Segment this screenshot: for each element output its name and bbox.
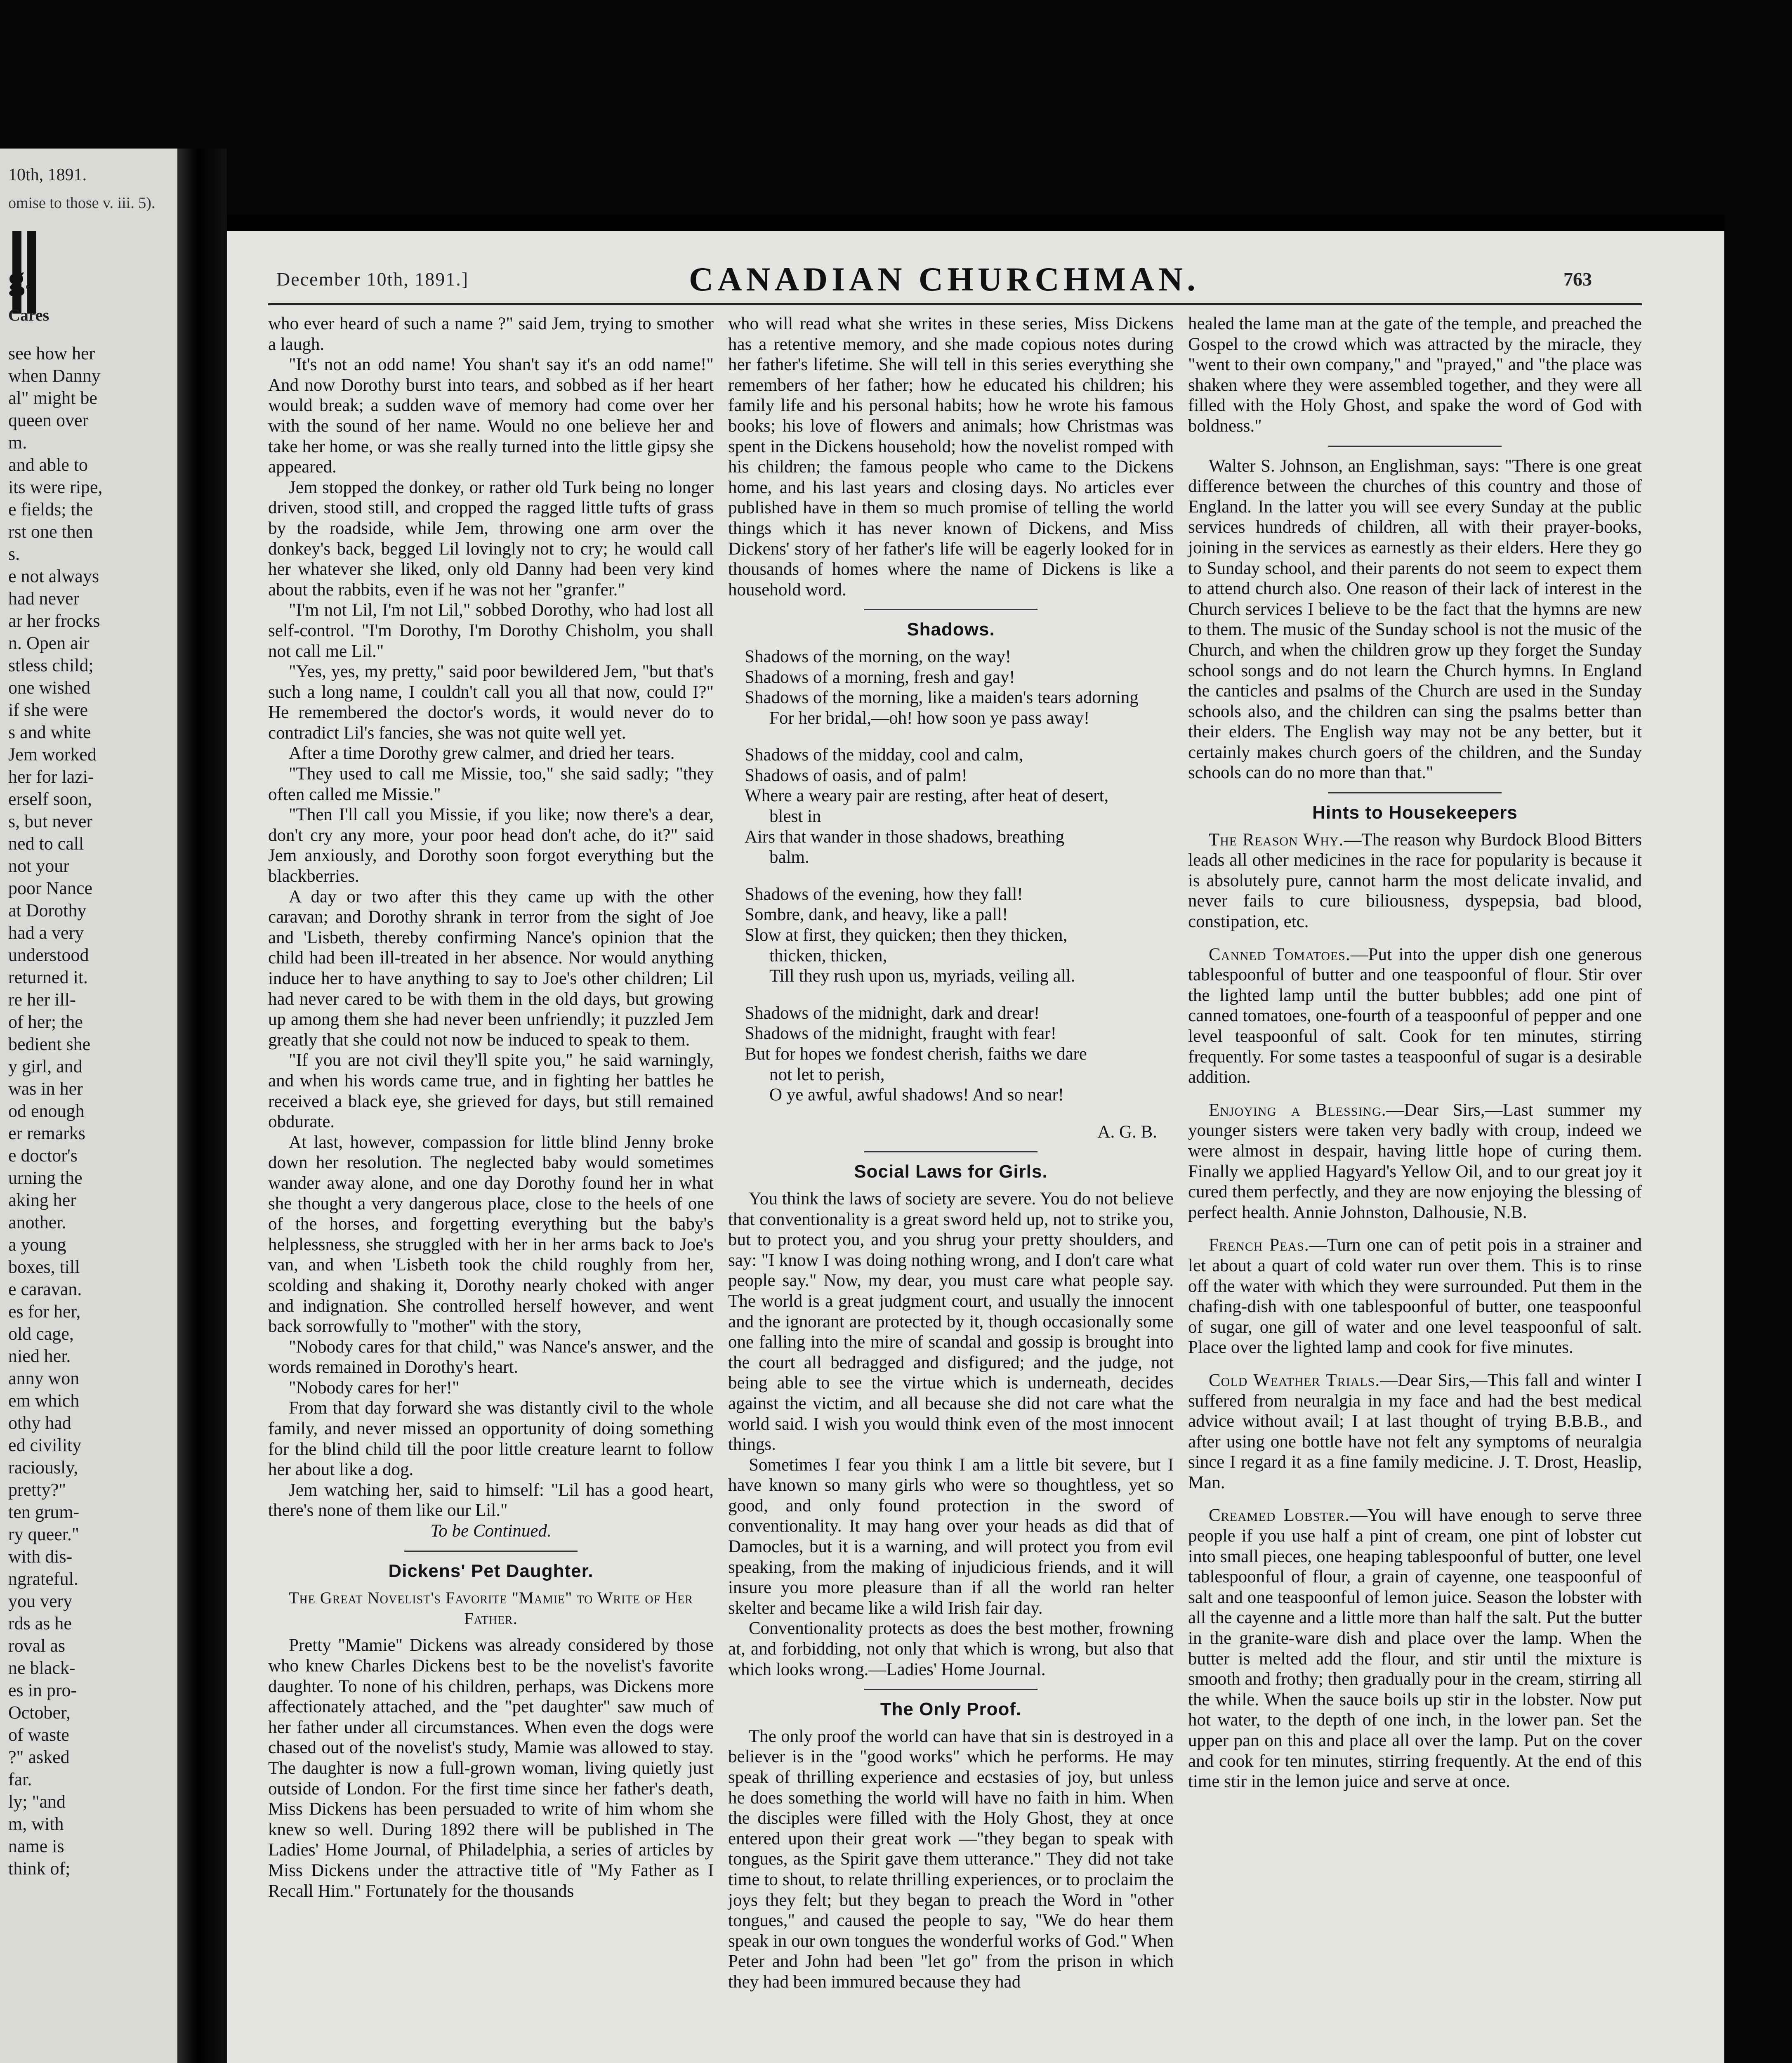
facing-page-line: if she were bbox=[8, 700, 88, 720]
poem-stanza bbox=[745, 884, 1174, 987]
facing-page-line: e fields; the bbox=[8, 499, 93, 519]
facing-page-line: m, with bbox=[8, 1814, 64, 1834]
facing-page-subline: omise to those v. iii. 5). bbox=[8, 194, 156, 212]
facing-page-line: bedient she bbox=[8, 1034, 91, 1054]
shadows-heading: Shadows. bbox=[907, 619, 995, 640]
facing-page-line: her for lazi- bbox=[8, 767, 94, 787]
serial-story bbox=[268, 314, 714, 1521]
newspaper-page bbox=[227, 231, 1724, 2063]
poem-line: Airs that wander in those shadows, breathing bbox=[745, 827, 1065, 847]
facing-page-line: pretty?" bbox=[8, 1480, 66, 1500]
page-gutter bbox=[177, 149, 227, 2063]
facing-page-line: was in her bbox=[8, 1079, 83, 1099]
poem-stanza bbox=[745, 745, 1174, 868]
facing-page-line: od enough bbox=[8, 1101, 85, 1121]
hint-item bbox=[1188, 1100, 1642, 1223]
facing-page-line: s. bbox=[8, 544, 20, 564]
social-laws-paragraph: Conventionality protects as does the best mother, frowning at, and forbidding, not only that which is wrong, but also that which looks wrong.—Ladies' Home Journal. bbox=[728, 1619, 1174, 1679]
facing-page-line: returned it. bbox=[8, 967, 88, 987]
facing-page-line: e caravan. bbox=[8, 1279, 82, 1299]
facing-page-line: ar her frocks bbox=[8, 611, 100, 631]
hints-list bbox=[1188, 830, 1642, 1792]
facing-page-line: er remarks bbox=[8, 1123, 85, 1143]
poem-line: Where a weary pair are resting, after heat of desert, bbox=[745, 786, 1109, 806]
story-paragraph: After a time Dorothy grew calmer, and dried her tears. bbox=[289, 744, 675, 763]
facing-page-line: a young bbox=[8, 1234, 66, 1255]
social-laws-text bbox=[728, 1189, 1174, 1680]
facing-page-line: and able to bbox=[8, 455, 88, 475]
dickens-subheading: The Great Novelist's Favorite "Mamie" to Write of Her Father. bbox=[289, 1589, 693, 1628]
facing-page-line: queen over bbox=[8, 410, 89, 430]
facing-page-line: think of; bbox=[8, 1858, 71, 1879]
facing-page-line: its were ripe, bbox=[8, 477, 103, 497]
poem-line: For her bridal,—oh! how soon ye pass away! bbox=[769, 708, 1090, 728]
facing-page-line: another. bbox=[8, 1212, 66, 1232]
facing-page-line: one wished bbox=[8, 677, 91, 698]
facing-page-line: of waste bbox=[8, 1725, 69, 1745]
hint-text: —Dear Sirs,—This fall and winter I suffered from neuralgia in my face and had the best medical advice without avail; I at last thought of trying B.B.B., and after using one bottle have not felt any symptoms of neuralgia since I regard it as a fine family medicine. J. T. Drost, Heaslip, Man. bbox=[1188, 1370, 1642, 1492]
shadows-poem bbox=[745, 647, 1174, 1105]
story-paragraph: "If you are not civil they'll spite you," he said warningly, and when his words came true, and in fighting her battles he received a black eye, she grieved for days, but still remained obdurate. bbox=[268, 1050, 714, 1132]
hint-title: French Peas. bbox=[1209, 1235, 1309, 1255]
poem-line: thicken, thicken, bbox=[769, 946, 887, 965]
johnson-paragraph: Walter S. Johnson, an Englishman, says: "There is one great difference between the churches of this country and those of England. In the latter you will see every Sunday at the public services hundreds of children, all with their prayer-books, joining in the services as earnestly as their elders. Here they go to Sunday school, and their parents do not seem to expect them to attend church also. One reason of their lack of interest in the Church services I believe to be the fact that the hymns are new to them. The music of the Sunday school is not the music of the Church, and when the children grow up they forget the Sunday school songs and do not learn the Church hymns. In England the canticles and psalms of the Church are used in the Sunday schools also, and the children can sing the psalms better than their elders. The English way may not be any better, but it certainly makes church goers of the children, and the Sunday schools can do no more than that." bbox=[1188, 456, 1642, 783]
story-paragraph: Jem watching her, said to himself: "Lil has a good heart, there's none of them like our Lil." bbox=[268, 1480, 714, 1520]
story-paragraph: who ever heard of such a name ?" said Jem, trying to smother a laugh. bbox=[268, 314, 714, 354]
facing-page-line: re her ill- bbox=[8, 989, 76, 1010]
section-rule bbox=[864, 609, 1037, 610]
facing-page-text bbox=[8, 342, 173, 1880]
facing-page-line: of her; the bbox=[8, 1012, 83, 1032]
section-rule bbox=[1328, 792, 1502, 793]
facing-page-line: anny won bbox=[8, 1368, 80, 1388]
facing-page-line: nied her. bbox=[8, 1346, 71, 1366]
facing-page-line: with dis- bbox=[8, 1546, 73, 1567]
dickens-heading: Dickens' Pet Daughter. bbox=[388, 1560, 594, 1581]
facing-page-line: you very bbox=[8, 1591, 73, 1611]
facing-page-line: understood bbox=[8, 945, 89, 965]
facing-page-line: had never bbox=[8, 588, 80, 609]
scan-border-right bbox=[1724, 0, 1792, 2063]
dickens-paragraph: Pretty "Mamie" Dickens was already considered by those who knew Charles Dickens best to be the novelist's favorite daughter. To none of his children, perhaps, was Dickens more affectionately attached, and the "pet daughter" saw much of her father under all circumstances. When even the dogs were chased out of the novelist's study, Mamie was allowed to stay. The daughter is now a full-grown woman, living quietly just outside of London. For the first time since her father's death, Miss Dickens has been persuaded to write of him whom she knew so well. During 1892 there will be published in The Ladies' Home Journal, of Philadelphia, a series of articles by Miss Dickens under the attractive title of "My Father as I Recall Him." Fortunately for the thousands bbox=[268, 1636, 714, 1901]
story-paragraph: "They used to call me Missie, too," she said sadly; "they often called me Missie." bbox=[268, 764, 714, 804]
facing-page-line: roval as bbox=[8, 1636, 66, 1656]
facing-page-line: not your bbox=[8, 856, 69, 876]
facing-page-line: far. bbox=[8, 1769, 32, 1789]
header-date: December 10th, 1891.] bbox=[276, 269, 469, 290]
hints-heading: Hints to Housekeepers bbox=[1312, 803, 1518, 823]
facing-page-line: ?" asked bbox=[8, 1747, 70, 1767]
story-paragraph: "Yes, yes, my pretty," said poor bewildered Jem, "but that's such a long name, I couldn't call you all that now, could I?" He remembered the doctor's words, it would never do to contradict Lil's fancies, she was not quite well yet. bbox=[268, 662, 714, 743]
facing-page-line: othy had bbox=[8, 1413, 71, 1433]
story-paragraph: "Nobody cares for her!" bbox=[289, 1378, 460, 1397]
poem-signature: A. G. B. bbox=[1097, 1122, 1157, 1142]
facing-page-line: urning the bbox=[8, 1168, 83, 1188]
story-paragraph: "Nobody cares for that child," was Nance's answer, and the words remained in Dorothy's heart. bbox=[268, 1337, 714, 1377]
dickens-paragraph-continued: who will read what she writes in these series, Miss Dickens has a retentive memory, and she made copious notes during her father's lifetime. She will tell in this series everything she remembers of her father; how he educated his children; his family life and his personal habits; how he wrote his famous books; his love of flowers and animals; how Christmas was spent in the Dickens household; how the novelist romped with his children; the famous people who came to the Dickens home, and his last years and closing days. No articles ever published have in them so much promise of telling the world things which it has never known of Dickens, and Miss Dickens' story of her father's life will be eagerly looked for in thousands of homes where the name of Dickens is like a household word. bbox=[728, 314, 1174, 600]
facing-page-line: s and white bbox=[8, 722, 91, 742]
hint-item bbox=[1188, 1505, 1642, 1792]
column-2 bbox=[728, 314, 1174, 1992]
hint-text: —Turn one can of petit pois in a strainer and let about a quart of cold water run over them. This is to rinse off the water with which they were surrounded. Put them in the chafing-dish with one tablespoonful of butter, one teaspoonful of sugar, one gill of water and one level teaspoonful of salt. Place over the lighted lamp and cook for five minutes. bbox=[1188, 1235, 1642, 1357]
only-proof-heading: The Only Proof. bbox=[880, 1699, 1022, 1720]
social-laws-heading: Social Laws for Girls. bbox=[854, 1161, 1048, 1182]
facing-page-line: e doctor's bbox=[8, 1145, 78, 1166]
to-be-continued: To be Continued. bbox=[430, 1521, 552, 1541]
facing-page-heading: g. bbox=[8, 260, 33, 297]
poem-line: Slow at first, they quicken; then they thicken, bbox=[745, 925, 1068, 945]
facing-page-line: n. Open air bbox=[8, 633, 90, 653]
facing-page-line: ned to call bbox=[8, 833, 84, 854]
poem-line: Shadows of the evening, how they fall! bbox=[745, 884, 1023, 904]
only-proof-paragraph: The only proof the world can have that sin is destroyed in a believer is in the "good works" which he performs. He may speak of thrilling experience and ecstasies of joy, but unless he does something the world will have no faith in him. When the disciples were filled with the Holy Ghost, they at once entered upon their great work —"they began to speak with tongues, as the Spirit gave them utterance." They did not take time to shout, to relate thrilling experiences, or to proclaim the joys they felt; but they began to preach the Word in "other tongues," and caused the people to say, "We do hear them speak in our own tongues the wonderful works of God." When Peter and John had been "let go" from the prison in which they had been immured because they had bbox=[728, 1726, 1174, 1992]
hint-item bbox=[1188, 1235, 1642, 1358]
hint-item bbox=[1188, 830, 1642, 932]
social-laws-paragraph: You think the laws of society are severe. You do not believe that conventionality is a great sword held up, not to strike you, but to protect you, and you shrug your pretty shoulders, and say: "I know I was doing nothing wrong, and I don't care what people say." Now, my dear, you must care what people say. The world is a great judgment court, and usually the innocent and the ignorant are protected by it, though occasionally some one falling into the mire of scandal and gossip is brought into the court all bedragged and disfigured; and the judge, not being able to see the virtue which is underneath, decides against the victim, and all because she did not care what the world said. I wish you would think even of the most innocent things. bbox=[728, 1189, 1174, 1454]
column-1 bbox=[268, 314, 714, 1901]
facing-page-line: rds as he bbox=[8, 1613, 72, 1633]
hint-text: —Dear Sirs,—Last summer my younger sisters were taken very badly with croup, indeed we were almost in despair, having little hope of curing them. Finally we applied Hagyard's Yellow Oil, and to our great joy it cured them perfectly, and they are now enjoying the blessing of perfect health. Annie Johnston, Dalhousie, N.B. bbox=[1188, 1100, 1642, 1222]
hint-text: —Put into the upper dish one generous tablespoonful of butter and one teaspoonful of flour. Stir over the lighted lamp until the butter bubbles; add one pint of canned tomatoes, one-fourth of a teaspoonful of pepper and one level teaspoonful of salt. Cook for ten minutes, stirring frequently. For some tastes a teaspoonful of sugar is a desirable addition. bbox=[1188, 944, 1642, 1087]
facing-page-line: y girl, and bbox=[8, 1056, 83, 1076]
facing-page-line: name is bbox=[8, 1836, 64, 1856]
poem-line: Shadows of the midnight, dark and drear! bbox=[745, 1003, 1040, 1023]
facing-page-line: es for her, bbox=[8, 1301, 81, 1322]
column-3 bbox=[1188, 314, 1642, 1792]
facing-page-line: Jem worked bbox=[8, 744, 97, 765]
hint-title: Creamed Lobster. bbox=[1209, 1506, 1350, 1525]
facing-page-date: 10th, 1891. bbox=[8, 165, 87, 184]
poem-line: Shadows of the morning, like a maiden's tears adorning bbox=[745, 688, 1139, 708]
hint-text: —The reason why Burdock Blood Bitters leads all other medicines in the race for popularity is because it is absolutely pure, cannot harm the most delicate invalid, and never fails to cure biliousness, dyspepsia, bad blood, constipation, etc. bbox=[1188, 830, 1642, 932]
facing-page-line: e not always bbox=[8, 566, 99, 586]
poem-line: blest in bbox=[769, 807, 821, 826]
facing-page-line: al" might be bbox=[8, 388, 97, 408]
poem-line: Shadows of the midnight, fraught with fear! bbox=[745, 1024, 1056, 1043]
hint-item bbox=[1188, 944, 1642, 1088]
facing-page-line: aking her bbox=[8, 1190, 76, 1210]
facing-page-line: ed civility bbox=[8, 1435, 82, 1455]
facing-page-line: em which bbox=[8, 1390, 80, 1411]
scan-border-top bbox=[0, 0, 1792, 215]
story-paragraph: "Then I'll call you Missie, if you like; now there's a dear, don't cry any more, your poor head don't ache, do it?" said Jem anxiously, and Dorothy soon forgot everything but the blackberries. bbox=[268, 805, 714, 886]
header-rule bbox=[268, 303, 1642, 305]
story-paragraph: Jem stopped the donkey, or rather old Turk being no longer driven, stood still, and cropped the ragged little tufts of grass by the roadside, while Jem, throwing one arm over the donkey's back, begged Lil lovingly not to cry; he would call her whatever she liked, only old Danny had been very kind about the rabbits, even if he was not her "granfer." bbox=[268, 477, 714, 600]
hint-title: The Reason Why. bbox=[1209, 830, 1344, 850]
hint-text: —You will have enough to serve three people if you use half a pint of cream, one pint of lobster cut into small pieces, one heaping tablespoonful of butter, one level tablespoonful of flour, a grain of cayenne, one teaspoonful of salt and one teaspoonful of lemon juice. Season the lobster with all the cayenne and a little more than half the salt. Put the butter in the granite-ware dish and place over the lamp. When the butter is melted add the flour, and stir until the mixture is smooth and frothy; then gradually pour in the cream, stirring all the while. When the sauce boils up stir in the lobster. Now put hot water, to the depth of one inch, in the lower pan. Set the upper pan on this and place all over the lamp. Put on the cover and cook for ten minutes, stirring frequently. At the end of this time stir in the lemon juice and serve at once. bbox=[1188, 1506, 1642, 1792]
story-paragraph: "I'm not Lil, I'm not Lil," sobbed Dorothy, who had lost all self-control. "I'm Dorothy, I'm Dorothy Chisholm, you shall not call me Lil." bbox=[268, 600, 714, 661]
facing-page-line: m. bbox=[8, 432, 27, 453]
section-rule bbox=[864, 1689, 1037, 1690]
facing-page-line: when Danny bbox=[8, 366, 101, 386]
facing-page-line: at Dorothy bbox=[8, 900, 87, 921]
poem-line: Sombre, dank, and heavy, like a pall! bbox=[745, 905, 1008, 925]
social-laws-paragraph: Sometimes I fear you think I am a little bit severe, but I have known so many girls who were so thoughtless, yet so good, and only found protection in the sword of conventionality. It may hang over your heads as did that of Damocles, but it is a warning, and will protect you from evil speaking, from the making of injudicious friends, and it will insure you more pleasure than if all the world ran helter skelter and became like a wild Irish fair day. bbox=[728, 1455, 1174, 1618]
facing-page-line: see how her bbox=[8, 343, 95, 364]
poem-line: balm. bbox=[769, 847, 809, 867]
facing-page-line: ngrateful. bbox=[8, 1569, 78, 1589]
poem-line: Shadows of the midday, cool and calm, bbox=[745, 745, 1023, 765]
poem-stanza bbox=[745, 647, 1174, 728]
section-rule bbox=[404, 1551, 578, 1552]
facing-page-line: ne black- bbox=[8, 1658, 75, 1678]
facing-page-line: poor Nance bbox=[8, 878, 93, 898]
story-paragraph: From that day forward she was distantly civil to the whole family, and never missed an opportunity of doing something for the blind child till the poor little creature learnt to follow her about like a dog. bbox=[268, 1398, 714, 1480]
page-number: 763 bbox=[1563, 269, 1592, 290]
facing-page-line: erself soon, bbox=[8, 789, 92, 809]
story-paragraph: At last, however, compassion for little blind Jenny broke down her resolution. The neglected baby would sometimes wander away alone, and one day Dorothy found her in what she thought a very dangerous place, close to the heels of one of the horses, and forgetting everything but the baby's helplessness, she struggled with her in her arms back to Joe's van, and when 'Lisbeth took the child roughly from her, scolding and shaking it, Dorothy nearly choked with anger and indignation. She controlled herself however, and went back sorrowfully to "mother" with the story, bbox=[268, 1132, 714, 1336]
facing-page-line: old cage, bbox=[8, 1324, 74, 1344]
facing-page-line: ten grum- bbox=[8, 1502, 80, 1522]
poem-line: Till they rush upon us, myriads, veiling all. bbox=[769, 966, 1075, 986]
poem-line: O ye awful, awful shadows! And so near! bbox=[769, 1085, 1064, 1105]
facing-page-line: es in pro- bbox=[8, 1680, 77, 1700]
poem-line: Shadows of oasis, and of palm! bbox=[745, 765, 967, 785]
hint-title: Cold Weather Trials. bbox=[1209, 1370, 1380, 1390]
hint-title: Enjoying a Blessing. bbox=[1209, 1100, 1386, 1120]
story-paragraph: A day or two after this they came up with the other caravan; and Dorothy shrank in terror from the sight of Joe and 'Lisbeth, thereby confirming Nance's opinion that the child had been ill-treated in her absence. Nor would anything induce her to have anything to say to Joe's other children; Lil had never cared to be with them in the old days, but growing up among them she had never been unfriendly; it puzzled Jem greatly that she could not now be induced to speak to them. bbox=[268, 887, 714, 1050]
facing-page-line: stless child; bbox=[8, 655, 94, 675]
facing-page-line: ry queer." bbox=[8, 1524, 79, 1544]
poem-line: Shadows of a morning, fresh and gay! bbox=[745, 667, 1015, 687]
facing-page-line: had a very bbox=[8, 923, 84, 943]
hint-item bbox=[1188, 1370, 1642, 1493]
facing-page-line: s, but never bbox=[8, 811, 93, 831]
facing-page-line: raciously, bbox=[8, 1457, 78, 1478]
facing-page-line: ly; "and bbox=[8, 1792, 66, 1812]
facing-page-line: rst one then bbox=[8, 522, 93, 542]
poem-line: But for hopes we fondest cherish, faiths we dare bbox=[745, 1044, 1087, 1064]
only-proof-continued: healed the lame man at the gate of the temple, and preached the Gospel to the crowd which was attracted by the miracle, they "went to their own company," and "prayed," and "the place was shaken where they were assembled together, and they were all filled with the Holy Ghost, and spake the word of God with boldness." bbox=[1188, 314, 1642, 436]
poem-line: Shadows of the morning, on the way! bbox=[745, 647, 1012, 666]
story-paragraph: "It's not an odd name! You shan't say it's an odd name!" And now Dorothy burst into tears, and sobbed as if her heart would break; a sudden wave of memory had come over her with the sound of her name. Would no one believe her and take her home, or was she really turned into the little gipsy she appeared. bbox=[268, 355, 714, 477]
facing-page-line: October, bbox=[8, 1702, 71, 1723]
facing-page-subheading: Cares bbox=[8, 306, 50, 324]
facing-page bbox=[0, 149, 177, 2063]
section-rule bbox=[864, 1151, 1037, 1152]
masthead-title: CANADIAN CHURCHMAN. bbox=[689, 260, 1200, 298]
facing-page-line: boxes, till bbox=[8, 1257, 80, 1277]
section-rule bbox=[1328, 446, 1502, 447]
hint-title: Canned Tomatoes. bbox=[1209, 944, 1351, 964]
poem-stanza bbox=[745, 1003, 1174, 1105]
poem-line: not let to perish, bbox=[769, 1065, 885, 1084]
